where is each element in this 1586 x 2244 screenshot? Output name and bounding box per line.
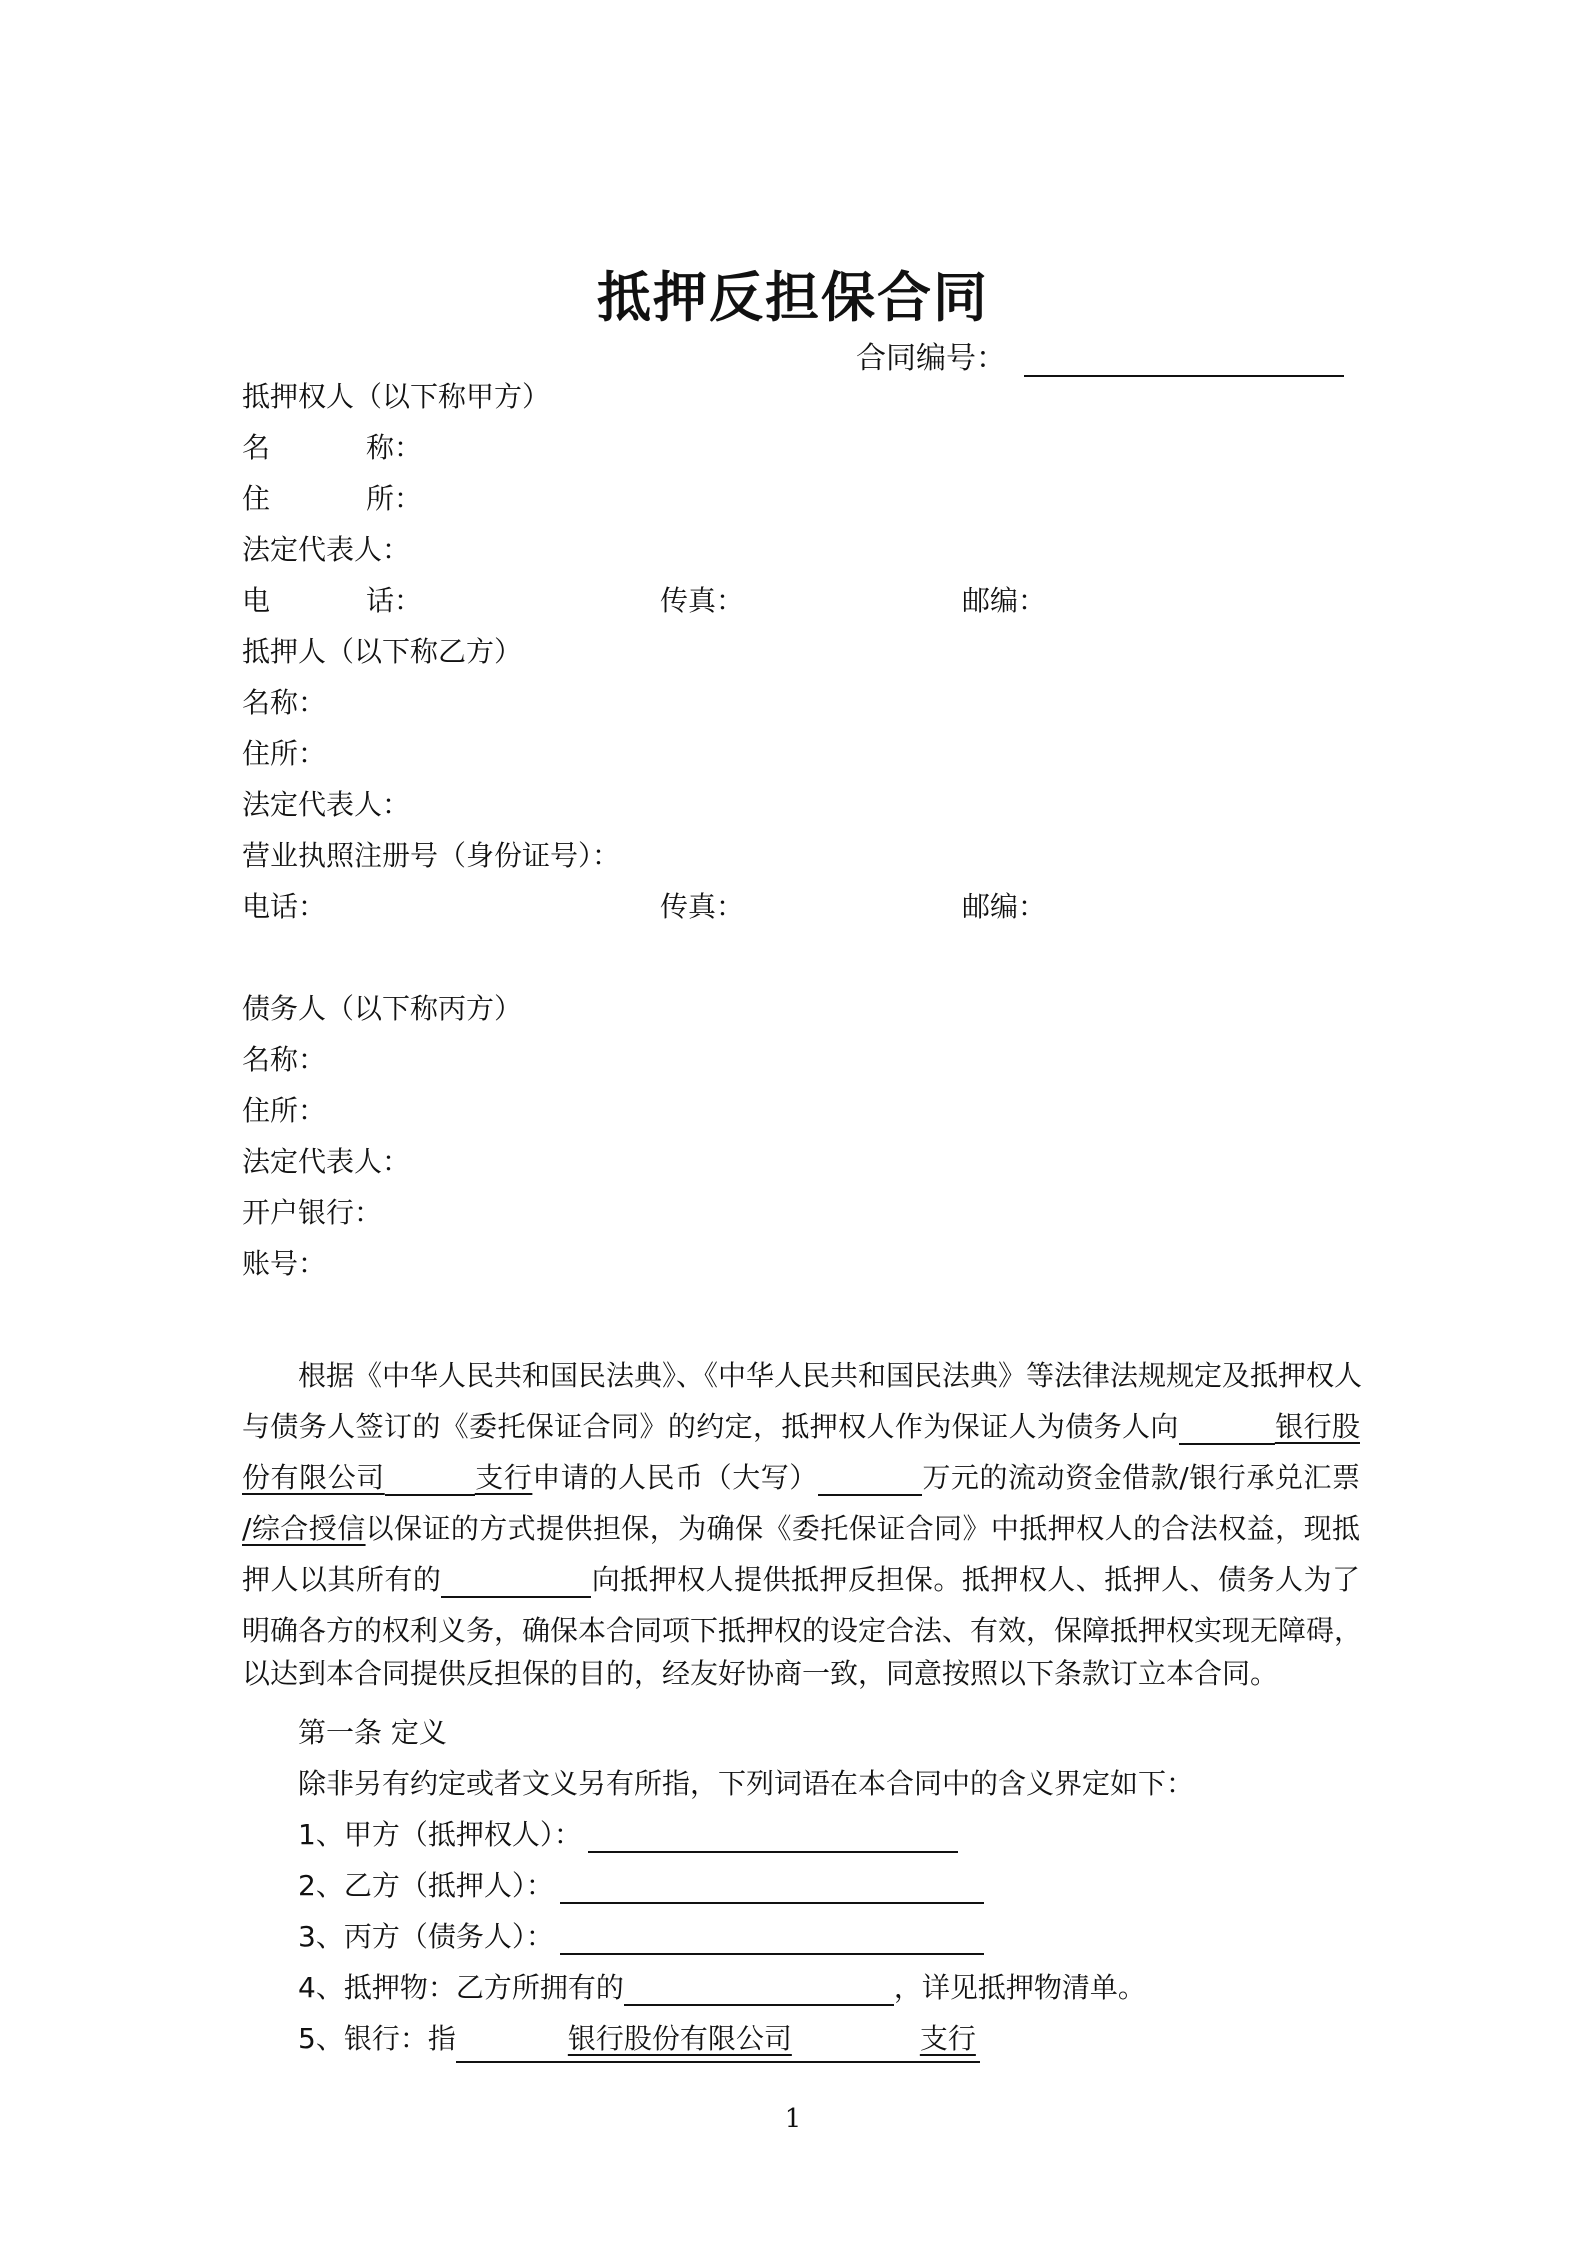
bank-name-blank: 银行股份有限公司 支行 — [456, 2017, 980, 2063]
preamble-line-1: 根据《中华人民共和国民法典》、《中华人民共和国民法典》等法律法规规定及抵押权人 — [298, 1359, 1363, 1392]
blank-branch — [385, 1462, 475, 1496]
party-c-address: 住所： — [242, 1094, 327, 1127]
party-c-heading: 债务人（以下称丙方） — [242, 992, 523, 1025]
definition-2: 2、乙方（抵押人）： — [298, 1864, 984, 1904]
party-a-fax: 传真： — [660, 584, 745, 617]
party-a-name: 名 称： — [242, 431, 423, 464]
blank-party-b — [560, 1870, 984, 1904]
party-b-address: 住所： — [242, 737, 327, 770]
party-a-contact: 电 话： 传真： 邮编： — [242, 584, 1047, 617]
party-b-zip: 邮编： — [962, 890, 1047, 923]
party-a-zip: 邮编： — [962, 584, 1047, 617]
contract-number-blank — [1024, 341, 1344, 377]
contract-number — [856, 333, 1344, 377]
party-b-license: 营业执照注册号（身份证号）： — [242, 839, 621, 872]
preamble-line-4: /综合授信以保证的方式提供担保，为确保《委托保证合同》中抵押权人的合法权益，现抵 — [242, 1512, 1360, 1545]
party-c-name: 名称： — [242, 1043, 327, 1076]
party-b-heading: 抵押人（以下称乙方） — [242, 635, 523, 668]
article-1-intro: 除非另有约定或者文义另有所指，下列词语在本合同中的含义界定如下： — [298, 1767, 1195, 1800]
party-a-representative: 法定代表人： — [242, 533, 411, 566]
definition-1: 1、甲方（抵押权人）： — [298, 1813, 958, 1853]
blank-party-c — [560, 1921, 984, 1955]
party-c-representative: 法定代表人： — [242, 1145, 411, 1178]
definition-5: 5、银行：指 银行股份有限公司 支行 — [298, 2017, 980, 2063]
party-c-account: 账号： — [242, 1247, 327, 1280]
page-number: 1 — [784, 2104, 802, 2134]
party-c-bank: 开户银行： — [242, 1196, 383, 1229]
preamble-line-5: 押人以其所有的 向抵押权人提供抵押反担保。抵押权人、抵押人、债务人为了 — [242, 1563, 1360, 1596]
definition-3: 3、丙方（债务人）： — [298, 1915, 984, 1955]
party-b-name: 名称： — [242, 686, 327, 719]
blank-property — [441, 1564, 591, 1598]
party-b-representative: 法定代表人： — [242, 788, 411, 821]
article-1-heading: 第一条 定义 — [298, 1716, 447, 1749]
party-b-contact: 电话： 传真： 邮编： — [242, 890, 1047, 923]
blank-party-a — [588, 1819, 958, 1853]
preamble-line-3: 份有限公司 支行申请的人民币（大写） 万元的流动资金借款/银行承兑汇票 — [242, 1461, 1360, 1494]
party-b-fax: 传真： — [660, 890, 745, 923]
blank-amount — [818, 1462, 922, 1496]
contract-number-label: 合同编号： — [856, 341, 1006, 376]
blank-bank — [1179, 1411, 1275, 1445]
document-title: 抵押反担保合同 — [597, 266, 989, 329]
definition-4: 4、抵押物：乙方所拥有的 ，详见抵押物清单。 — [298, 1971, 1146, 2004]
party-a-heading: 抵押权人（以下称甲方） — [242, 380, 551, 413]
blank-collateral — [624, 1972, 894, 2006]
preamble-line-6: 明确各方的权利义务，确保本合同项下抵押权的设定合法、有效，保障抵押权实现无障碍， — [242, 1614, 1363, 1647]
preamble-line-7: 以达到本合同提供反担保的目的，经友好协商一致，同意按照以下条款订立本合同。 — [242, 1657, 1279, 1690]
party-a-address: 住 所： — [242, 482, 423, 515]
preamble-line-2: 与债务人签订的《委托保证合同》的约定，抵押权人作为保证人为债务人向 银行股 — [242, 1410, 1360, 1443]
